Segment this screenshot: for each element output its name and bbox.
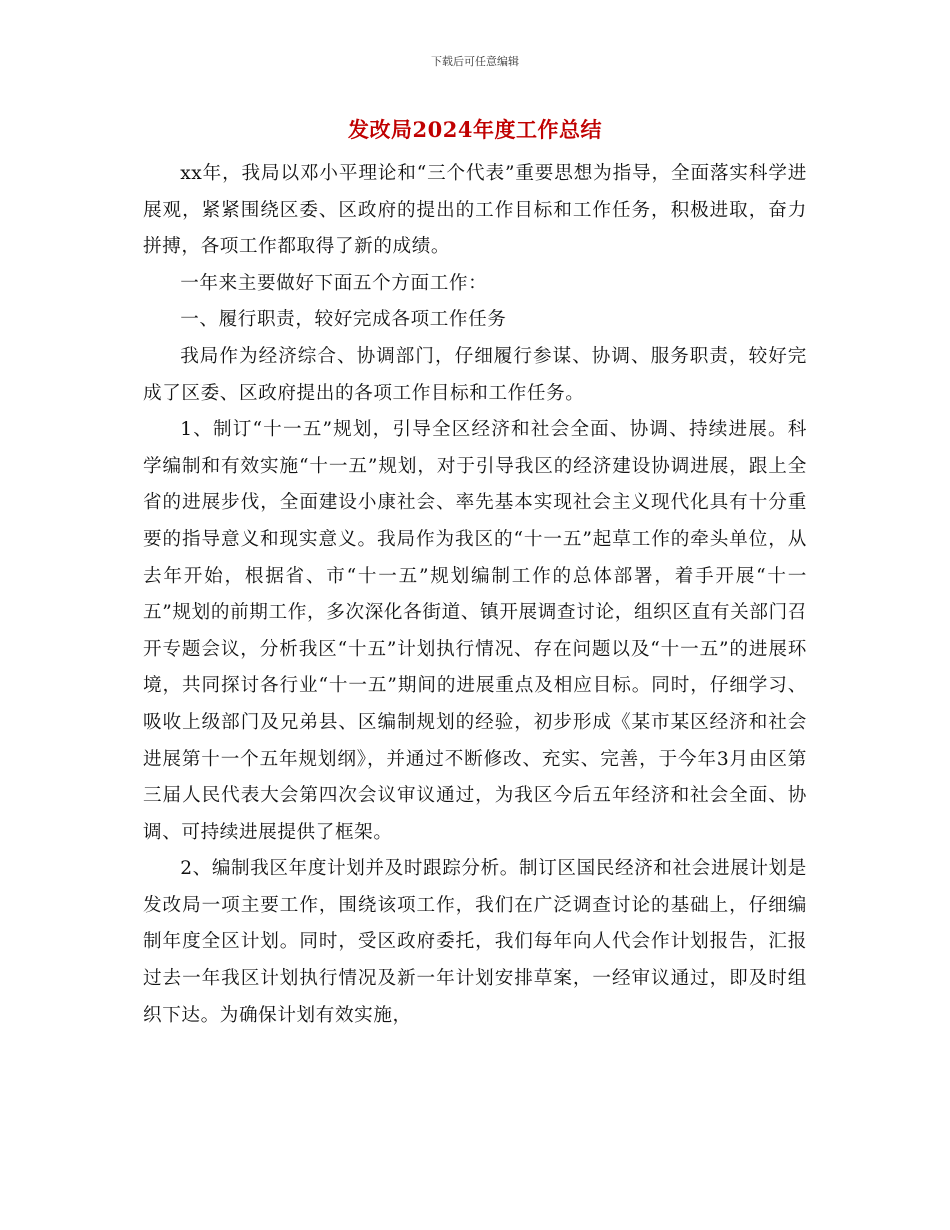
paragraph-item-1: 1、制订“十一五”规划，引导全区经济和社会全面、协调、持续进展。科学编制和有效实施“十一五”规划，对于引导我区的经济建设协调进展，跟上全省的进展步伐，全面建设小康社会、率先基本实现社会主义现代化具有十分重要的指导意义和现实意义。我局作为我区的“十一五”起草工作的牵头单位，从去年开始，根据省、市“十一五”规划编制工作的总体部署，着手开展“十一五”规划的前期工作，多次深化各街道、镇开展调查讨论，组织区直有关部门召开专题会议，分析我区“十五”计划执行情况、存在问题以及“十一五”的进展环境，共同探讨各行业“十一五”期间的进展重点及相应目标。同时，仔细学习、吸收上级部门及兄弟县、区编制规划的经验，初步形成《某市某区经济和社会进展第十一个五年规划纲》，并通过不断修改、充实、完善，于今年3月由区第三届人民代表大会第四次会议审议通过，为我区今后五年经济和社会全面、协调、可持续进展提供了框架。	[143, 419, 807, 843]
page-header: 下载后可任意编辑	[431, 55, 519, 68]
paragraph-intro: xx年，我局以邓小平理论和“三个代表”重要思想为指导，全面落实科学进展观，紧紧围绕区委、区政府的提出的工作目标和工作任务，积极进取，奋力拼搏，各项工作都取得了新的成绩。	[143, 163, 807, 258]
paragraph-item-2: 2、编制我区年度计划并及时跟踪分析。制订区国民经济和社会进展计划是发改局一项主要工作，围绕该项工作，我们在广泛调查讨论的基础上，仔细编制年度全区计划。同时，受区政府委托，我们每年向人代会作计划报告，汇报过去一年我区计划执行情况及新一年计划安排草案，一经审议通过，即及时组织下达。为确保计划有效实施，	[143, 858, 807, 1026]
section-heading-1: 一、履行职责，较好完成各项工作任务	[180, 309, 507, 331]
document-title: 发改局2024年度工作总结	[348, 117, 602, 142]
document-body	[143, 156, 807, 1034]
paragraph-duties: 我局作为经济综合、协调部门，仔细履行参谋、协调、服务职责，较好完成了区委、区政府提出的各项工作目标和工作任务。	[143, 345, 807, 404]
paragraph-overview: 一年来主要做好下面五个方面工作：	[180, 272, 488, 294]
